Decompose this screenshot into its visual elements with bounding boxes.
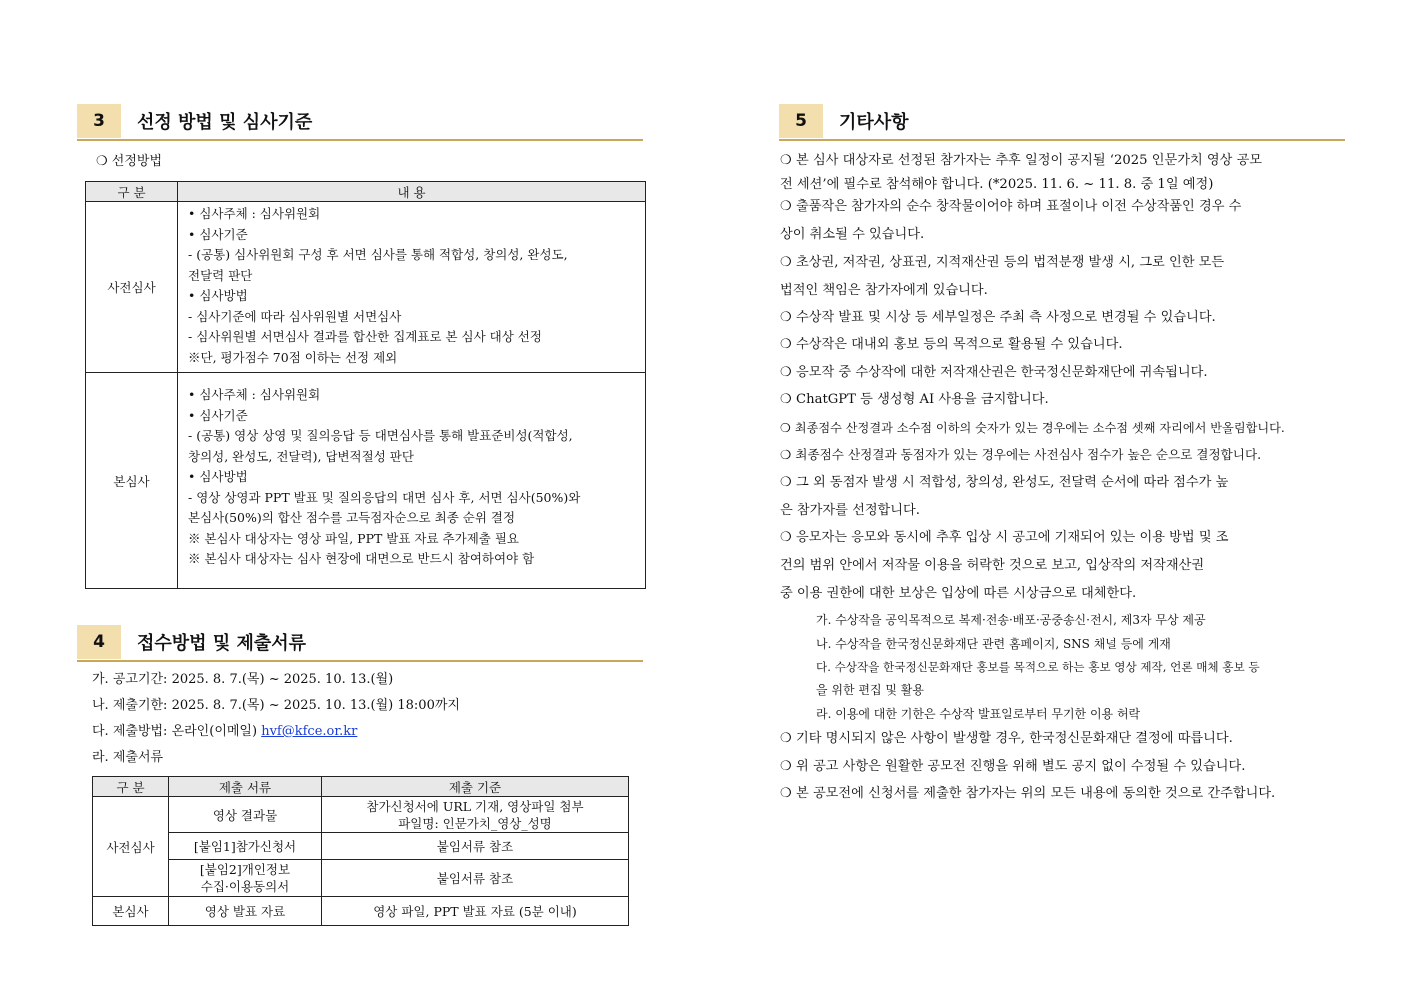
list-item: - 영상 상영과 PPT 발표 및 질의응답의 대면 심사 후, 서면 심사(50%)와 — [188, 489, 581, 505]
list-item: ❍ 위 공고 사항은 원활한 공모전 진행을 위해 별도 공지 없이 수정될 수 있습니다. — [780, 759, 1246, 774]
document-cell: [붙임1]참가신청서 — [169, 833, 322, 860]
list-item: 창의성, 완성도, 전달력), 답변적절성 판단 — [188, 448, 414, 464]
list-item: • 심사방법 — [188, 288, 248, 303]
category-cell: 본심사 — [86, 373, 178, 589]
list-item: ※ 본심사 대상자는 심사 현장에 대면으로 반드시 참여하여야 함 — [188, 551, 535, 566]
list-item: ❍ 출품작은 참가자의 순수 창작물이어야 하며 표절이나 이전 수상작품인 경우 수 — [780, 199, 1242, 214]
section-title: 접수방법 및 제출서류 — [137, 633, 307, 654]
section-underline — [779, 139, 1345, 141]
list-item: 법적인 책임은 참가자에게 있습니다. — [780, 283, 988, 298]
criteria-list — [188, 385, 645, 570]
sub-item: 가. 수상작을 공익목적으로 복제·전송·배포·공중송신·전시, 제3자 무상 제공 — [816, 613, 1206, 627]
list-item: ❍ 초상권, 저작권, 상표권, 지적재산권 등의 법적분쟁 발생 시, 그로 인한 모든 — [780, 255, 1225, 270]
section-underline — [77, 139, 643, 141]
document-cell: 영상 결과물 — [169, 797, 322, 833]
list-item: 중 이용 권한에 대한 보상은 입상에 따른 시상금으로 대체한다. — [780, 586, 1137, 601]
table-header: 구 분 — [86, 182, 178, 202]
list-item: • 심사기준 — [188, 226, 248, 242]
category-cell: 사전심사 — [86, 202, 178, 373]
category-cell: 본심사 — [93, 897, 169, 926]
sub-item: 나. 수상작을 한국정신문화재단 관련 홈페이지, SNS 채널 등에 게재 — [816, 637, 1171, 651]
sub-item: 다. 수상작을 한국정신문화재단 홍보를 목적으로 하는 홍보 영상 제작, 언론 매체 홍보 등 — [816, 660, 1260, 674]
list-item: ※ 본심사 대상자는 영상 파일, PPT 발표 자료 추가제출 필요 — [188, 530, 519, 546]
section-number: 4 — [77, 625, 121, 659]
category-cell: 사전심사 — [93, 797, 169, 897]
list-item: • 심사주체 : 심사위원회 — [188, 387, 321, 402]
table-header: 제출 서류 — [169, 777, 322, 797]
sub-item: 라. 이용에 대한 기한은 수상작 발표일로부터 무기한 이용 허락 — [816, 707, 1141, 721]
list-item: - 심사기준에 따라 심사위원별 서면심사 — [188, 308, 402, 324]
standard-cell: 붙임서류 참조 — [322, 860, 629, 897]
list-item: • 심사기준 — [188, 407, 248, 423]
table-header: 제출 기준 — [322, 777, 629, 797]
standard-line: 파일명: 인문가치_영상_성명 — [398, 815, 552, 831]
list-item: 본심사(50%)의 합산 점수를 고득점자순으로 최종 순위 결정 — [188, 510, 516, 525]
list-item: ❍ 그 외 동점자 발생 시 적합성, 창의성, 완성도, 전달력 순서에 따라 점수가 높 — [780, 475, 1229, 490]
submission-method-label: 다. 제출방법: 온라인(이메일) — [92, 724, 262, 739]
table-header: 내 용 — [178, 182, 646, 202]
list-item: ※단, 평가점수 70점 이하는 선정 제외 — [188, 349, 398, 365]
list-item: - (공통) 영상 상영 및 질의응답 등 대면심사를 통해 발표준비성(적합성, — [188, 428, 573, 443]
section-4-header — [77, 625, 643, 659]
submission-deadline: 나. 제출기한: 2025. 8. 7.(목) ~ 2025. 10. 13.(월) 18:00까지 — [92, 698, 460, 713]
list-item: ❍ 수상작은 대내외 홍보 등의 목적으로 활용될 수 있습니다. — [780, 337, 1123, 352]
section-underline — [77, 660, 643, 662]
subhead-selection-method: ❍ 선정방법 — [96, 154, 163, 169]
list-item: 건의 범위 안에서 저작물 이용을 허락한 것으로 보고, 입상작의 저작재산권 — [780, 558, 1205, 573]
standard-line: 참가신청서에 URL 기재, 영상파일 첨부 — [366, 798, 584, 814]
section-3-header — [77, 104, 643, 138]
standard-cell — [322, 797, 629, 833]
list-item: ❍ 최종점수 산정결과 소수점 이하의 숫자가 있는 경우에는 소수점 셋째 자리에서 반올림합니다. — [780, 421, 1285, 435]
list-item: ❍ 기타 명시되지 않은 사항이 발생할 경우, 한국정신문화재단 결정에 따릅니다. — [780, 731, 1233, 746]
standard-cell: 붙임서류 참조 — [322, 833, 629, 860]
list-item: - (공통) 심사위원회 구성 후 서면 심사를 통해 적합성, 창의성, 완성도, — [188, 247, 568, 262]
list-item: ❍ 본 공모전에 신청서를 제출한 참가자는 위의 모든 내용에 동의한 것으로 간주합니다. — [780, 786, 1276, 801]
list-item: • 심사방법 — [188, 469, 248, 484]
document-cell — [169, 860, 322, 897]
review-criteria-table — [85, 181, 646, 589]
sub-item: 을 위한 편집 및 활용 — [816, 683, 924, 697]
list-item: 은 참가자를 선정합니다. — [780, 503, 920, 518]
submission-documents-table — [92, 776, 629, 926]
list-item: 전달력 판단 — [188, 267, 253, 283]
section-title: 기타사항 — [839, 112, 909, 133]
list-item: ❍ 본 심사 대상자로 선정된 참가자는 추후 일정이 공지될 ‘2025 인문가치 영상 공모 — [780, 153, 1263, 168]
list-item: 상이 취소될 수 있습니다. — [780, 227, 925, 242]
table-header: 구 분 — [93, 777, 169, 797]
section-number: 3 — [77, 104, 121, 138]
criteria-list — [188, 204, 645, 368]
notice-period: 가. 공고기간: 2025. 8. 7.(목) ~ 2025. 10. 13.(월) — [92, 672, 394, 687]
email-link[interactable]: hvf@kfce.or.kr — [261, 724, 358, 739]
list-item: ❍ ChatGPT 등 생성형 AI 사용을 금지합니다. — [780, 392, 1049, 407]
list-item: ❍ 수상작 발표 및 시상 등 세부일정은 주최 측 사정으로 변경될 수 있습니다. — [780, 310, 1216, 325]
section-5-header — [779, 104, 1345, 138]
list-item: ❍ 응모자는 응모와 동시에 추후 입상 시 공고에 기재되어 있는 이용 방법 및 조 — [780, 530, 1229, 545]
list-item: 전 세션’에 필수로 참석해야 합니다. (*2025. 11. 6. ~ 11. 8. 중 1일 예정) — [780, 177, 1214, 192]
section-number: 5 — [779, 104, 823, 138]
list-item: ❍ 응모작 중 수상작에 대한 저작재산권은 한국정신문화재단에 귀속됩니다. — [780, 365, 1208, 380]
document-line: [붙임2]개인정보 — [199, 862, 291, 877]
submission-method — [92, 722, 357, 742]
standard-cell: 영상 파일, PPT 발표 자료 (5분 이내) — [322, 897, 629, 926]
section-title: 선정 방법 및 심사기준 — [137, 112, 313, 133]
list-item: • 심사주체 : 심사위원회 — [188, 206, 321, 221]
list-item: - 심사위원별 서면심사 결과를 합산한 집계표로 본 심사 대상 선정 — [188, 329, 542, 344]
document-cell: 영상 발표 자료 — [169, 897, 322, 926]
document-line: 수집·이용동의서 — [200, 879, 290, 894]
documents-heading: 라. 제출서류 — [92, 750, 164, 765]
list-item: ❍ 최종점수 산정결과 동점자가 있는 경우에는 사전심사 점수가 높은 순으로 결정합니다. — [780, 447, 1262, 462]
